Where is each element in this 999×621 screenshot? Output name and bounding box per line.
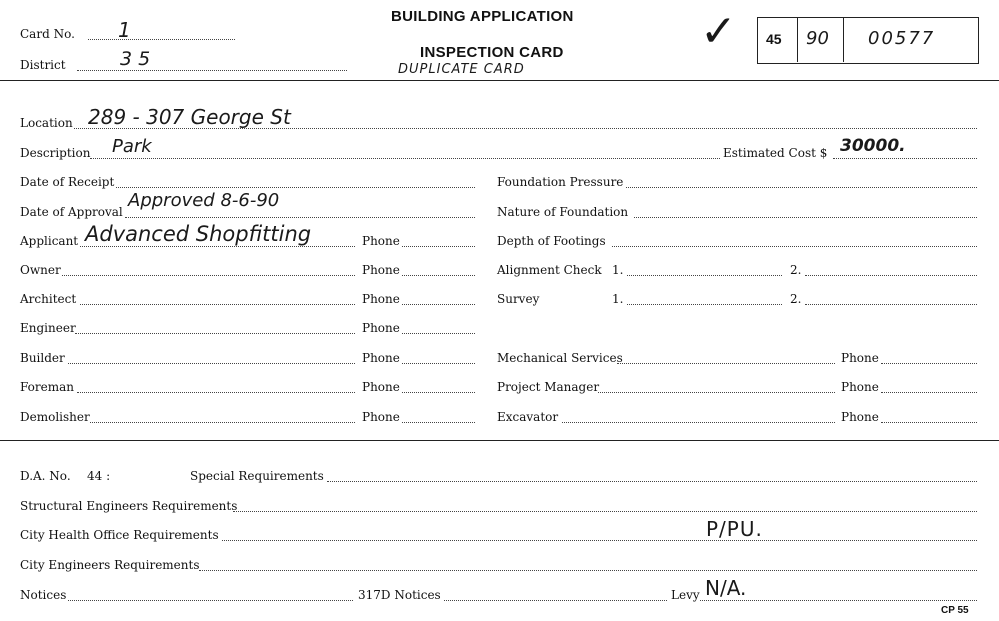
card-no-value[interactable]: 1 xyxy=(118,18,131,42)
demolisher-phone-label: Phone xyxy=(362,410,400,424)
card-no-label: Card No. xyxy=(20,27,75,41)
levy-value[interactable]: N/A. xyxy=(705,576,747,600)
project-manager-label: Project Manager xyxy=(497,380,600,394)
mechanical-phone-label: Phone xyxy=(841,351,879,365)
ref-number-part2[interactable]: 90 xyxy=(806,28,829,49)
applicant-label: Applicant xyxy=(20,234,79,248)
duplicate-card-note: DUPLICATE CARD xyxy=(398,62,525,77)
architect-label: Architect xyxy=(20,292,77,306)
foreman-phone-label: Phone xyxy=(362,380,400,394)
excavator-label: Excavator xyxy=(497,410,559,424)
city-health-value[interactable]: P/PU. xyxy=(706,517,763,541)
estimated-cost-value[interactable]: 30000. xyxy=(840,136,906,156)
structural-engineers-label: Structural Engineers Requirements xyxy=(20,499,238,513)
notices-317d-label: 317D Notices xyxy=(358,588,441,602)
ref-number-part3[interactable]: 00577 xyxy=(868,28,936,49)
notices-label: Notices xyxy=(20,588,67,602)
demolisher-label: Demolisher xyxy=(20,410,90,424)
city-health-label: City Health Office Requirements xyxy=(20,528,219,542)
depth-of-footings-label: Depth of Footings xyxy=(497,234,606,248)
description-label: Description xyxy=(20,146,91,160)
special-requirements-label: Special Requirements xyxy=(190,469,324,483)
alignment-check-label: Alignment Check xyxy=(497,263,602,277)
alignment-check-2-label: 2. xyxy=(790,263,802,277)
applicant-phone-label: Phone xyxy=(362,234,400,248)
builder-label: Builder xyxy=(20,351,65,365)
project-manager-phone-label: Phone xyxy=(841,380,879,394)
city-engineers-label: City Engineers Requirements xyxy=(20,558,200,572)
excavator-phone-label: Phone xyxy=(841,410,879,424)
architect-phone-label: Phone xyxy=(362,292,400,306)
owner-label: Owner xyxy=(20,263,61,277)
builder-phone-label: Phone xyxy=(362,351,400,365)
estimated-cost-label: Estimated Cost $ xyxy=(723,146,828,160)
foreman-label: Foreman xyxy=(20,380,74,394)
description-value[interactable]: Park xyxy=(112,136,152,157)
form-title: BUILDING APPLICATION xyxy=(391,8,574,25)
location-value[interactable]: 289 - 307 George St xyxy=(88,105,291,129)
date-of-approval-label: Date of Approval xyxy=(20,205,123,219)
levy-label: Levy xyxy=(671,588,700,602)
check-mark-icon: ✓ xyxy=(700,6,737,57)
form-subtitle: INSPECTION CARD xyxy=(420,44,564,61)
ref-number-part1: 45 xyxy=(766,31,782,47)
engineer-phone-label: Phone xyxy=(362,321,400,335)
da-no-value: 44 : xyxy=(87,469,111,483)
form-code: CP 55 xyxy=(941,605,969,616)
nature-of-foundation-label: Nature of Foundation xyxy=(497,205,629,219)
date-of-approval-value[interactable]: Approved 8-6-90 xyxy=(128,190,280,211)
survey-1-label: 1. xyxy=(612,292,624,306)
district-value[interactable]: 3 5 xyxy=(120,48,151,70)
header-divider xyxy=(0,80,999,81)
mechanical-services-label: Mechanical Services xyxy=(497,351,623,365)
date-of-receipt-label: Date of Receipt xyxy=(20,175,115,189)
alignment-check-1-label: 1. xyxy=(612,263,624,277)
engineer-label: Engineer xyxy=(20,321,76,335)
applicant-value[interactable]: Advanced Shopfitting xyxy=(85,222,312,246)
location-label: Location xyxy=(20,116,73,130)
da-no-label: D.A. No. xyxy=(20,469,71,483)
foundation-pressure-label: Foundation Pressure xyxy=(497,175,624,189)
owner-phone-label: Phone xyxy=(362,263,400,277)
survey-label: Survey xyxy=(497,292,540,306)
district-label: District xyxy=(20,58,66,72)
survey-2-label: 2. xyxy=(790,292,802,306)
section-divider xyxy=(0,440,999,441)
